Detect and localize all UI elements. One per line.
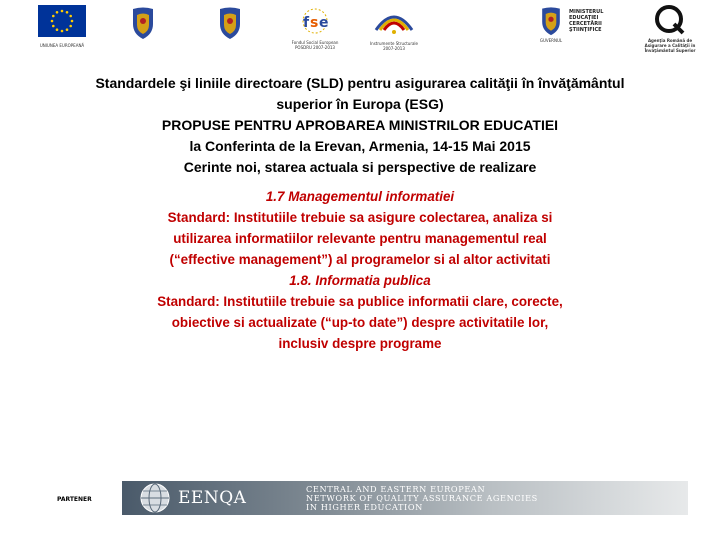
svg-text:f: f	[303, 15, 310, 31]
fse-icon	[295, 8, 335, 38]
government-crest-logo-1	[128, 6, 158, 40]
content-block	[40, 186, 680, 354]
fse-logo	[290, 8, 340, 50]
partner-label: PARTENER	[57, 496, 92, 503]
standard-1-8-line-2: obiective si actualizate (“up-to date”) despre activitatile lor,	[171, 315, 549, 330]
title-line-2: superior în Europa (ESG)	[276, 96, 444, 112]
aracis-q-icon	[654, 4, 686, 36]
section-heading-1-8: 1.8. Informatia publica	[289, 273, 431, 288]
aracis-caption-2: Asigurare a Calităţii în	[644, 43, 696, 48]
is-caption-2: 2007-2013	[383, 46, 405, 51]
title-line-4: la Conferinta de la Erevan, Armenia, 14-15 Mai 2015	[189, 138, 531, 154]
structural-instruments-logo	[364, 8, 424, 51]
aracis-logo	[640, 4, 700, 53]
standard-1-7-line-1: Standard: Institutiile trebuie sa asigure colectarea, analiza si	[167, 210, 553, 225]
standard-1-7-line-2: utilizarea informatiilor relevante pentru managementul real	[173, 231, 547, 246]
coat-of-arms-icon	[130, 6, 156, 40]
ministry-name-line3: CERCETĂRII	[569, 21, 602, 27]
standard-1-7-line-3: (“effective management”) al programelor si al altor activitati	[169, 252, 551, 267]
globe-icon	[134, 481, 176, 515]
fse-caption-2: POSDRU 2007-2013	[295, 45, 335, 50]
standard-1-8-line-3: inclusiv despre programe	[278, 336, 442, 351]
eenqa-full-name	[306, 485, 538, 512]
aracis-caption-1: Agenţia Română de	[647, 38, 693, 43]
ministry-name-line4: ŞTIINŢIFICE	[569, 27, 602, 33]
ministry-caption: GUVERNUL	[539, 38, 563, 43]
eenqa-banner	[122, 481, 688, 515]
svg-text:s: s	[310, 15, 319, 31]
ministry-name-line1: MINISTERUL	[569, 9, 604, 15]
structural-instruments-icon	[372, 8, 416, 40]
coat-of-arms-icon	[538, 6, 564, 36]
fse-caption-1: Fondul Social European	[291, 40, 339, 45]
aracis-caption-3: Învăţământul Superior	[644, 48, 696, 53]
coat-of-arms-icon	[217, 6, 243, 40]
eenqa-name: EENQA	[178, 488, 247, 508]
ministry-logo	[536, 6, 626, 43]
is-caption-1: Instrumente Structurale	[370, 41, 418, 46]
eu-flag-icon	[38, 5, 86, 37]
eenqa-line-1: CENTRAL AND EASTERN EUROPEAN	[306, 483, 486, 494]
eenqa-line-2: NETWORK OF QUALITY ASSURANCE AGENCIES	[306, 492, 538, 503]
section-heading-1-7: 1.7 Managementul informatiei	[265, 189, 455, 204]
eu-caption: UNIUNEA EUROPEANĂ	[39, 43, 85, 48]
eenqa-line-3: IN HIGHER EDUCATION	[306, 501, 423, 512]
government-crest-logo-2	[215, 6, 245, 40]
svg-text:e: e	[319, 15, 329, 31]
ministry-name-line2: EDUCAŢIEI	[569, 15, 599, 21]
title-line-3: PROPUSE PENTRU APROBAREA MINISTRILOR EDUCATIEI	[161, 117, 559, 133]
standard-1-8-line-1: Standard: Institutiile trebuie sa publice informatii clare, corecte,	[157, 294, 563, 309]
title-line-1: Standardele şi liniile directoare (SLD) pentru asigurarea calităţii în învăţământul	[95, 75, 625, 91]
title-block	[40, 73, 680, 178]
eu-logo	[38, 5, 86, 48]
title-line-5: Cerinte noi, starea actuala si perspective de realizare	[183, 159, 537, 175]
